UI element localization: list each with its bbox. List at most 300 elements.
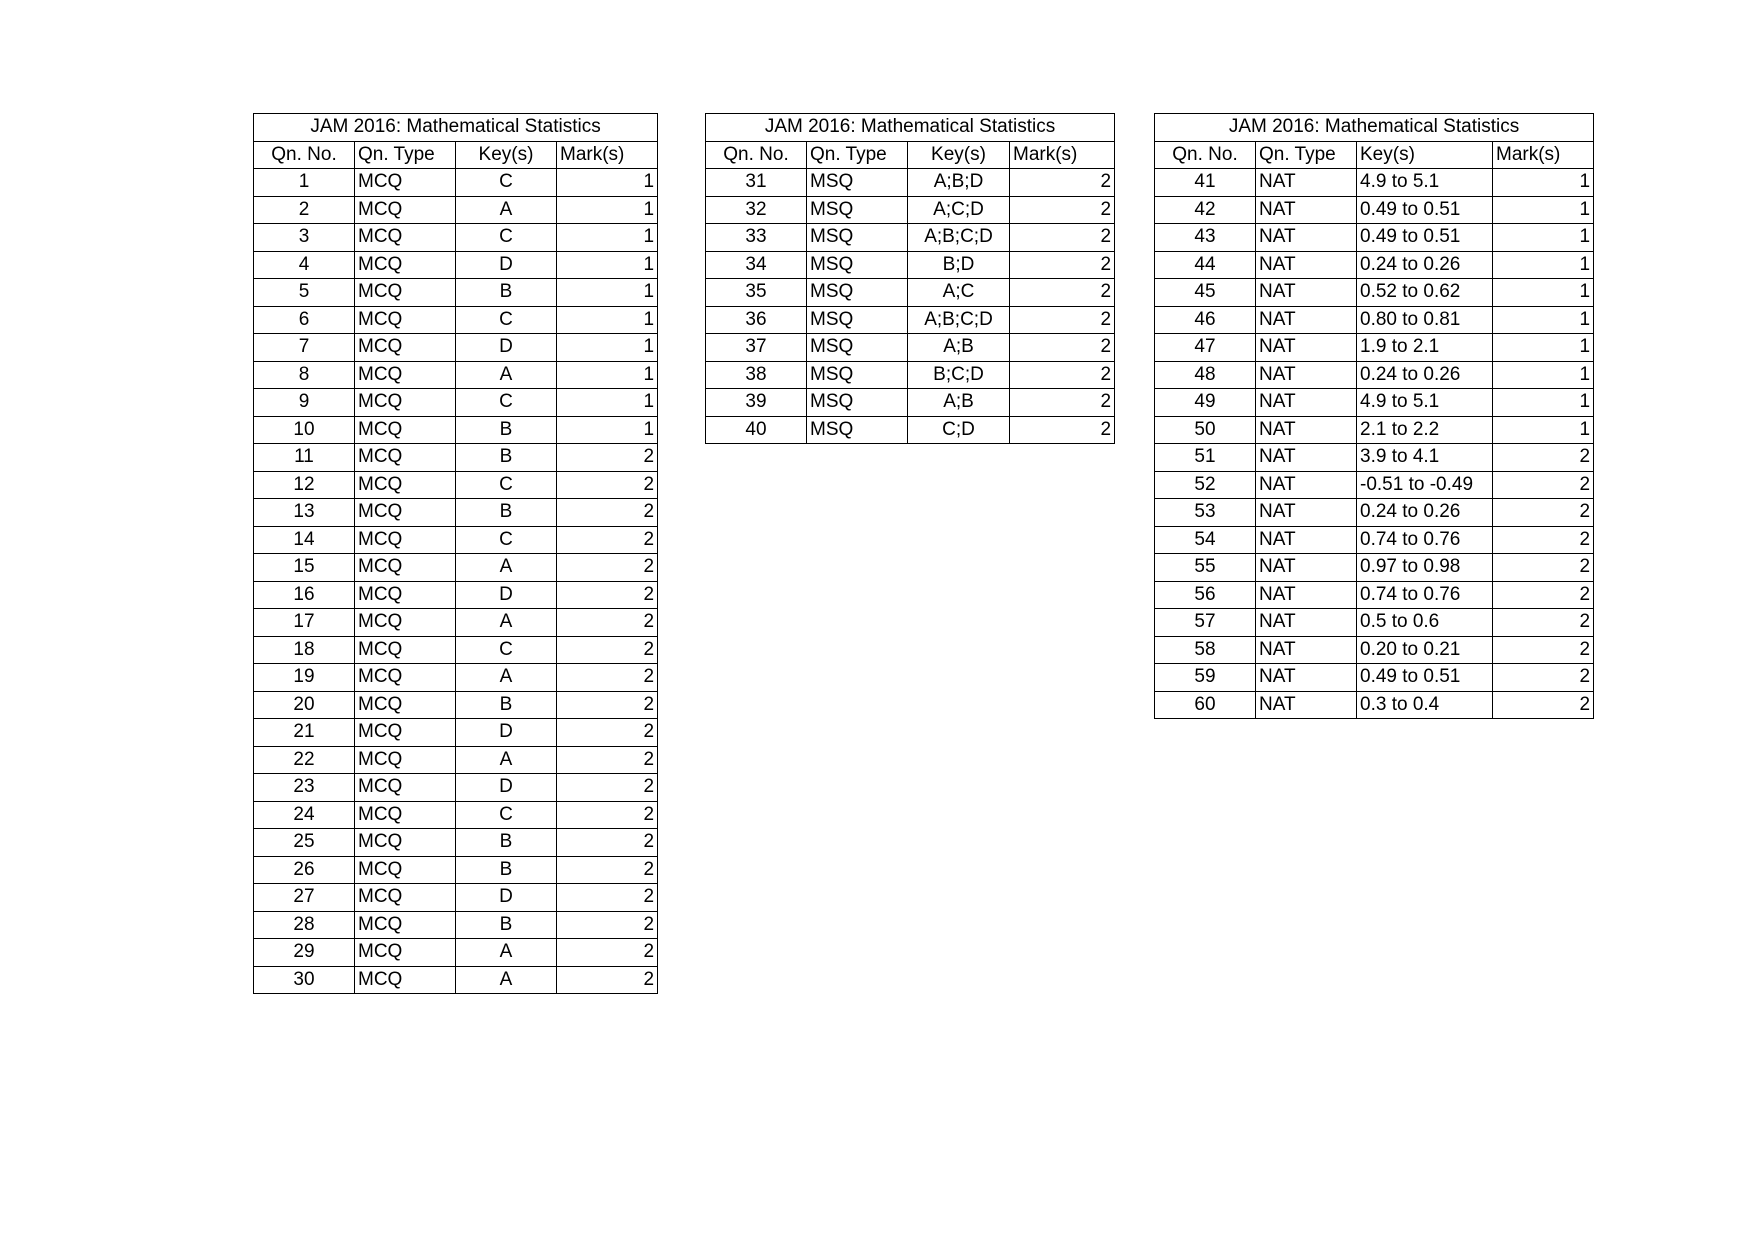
qn-type-cell: MCQ [355, 801, 456, 829]
key-cell: A;B [908, 334, 1010, 362]
qn-type-cell: MCQ [355, 911, 456, 939]
qn-no-cell: 31 [706, 169, 807, 197]
table-row [706, 251, 1115, 279]
mark-cell: 2 [557, 499, 658, 527]
mark-cell: 1 [557, 334, 658, 362]
qn-type-cell: MCQ [355, 609, 456, 637]
table-title: JAM 2016: Mathematical Statistics [254, 114, 658, 142]
mark-cell: 2 [557, 664, 658, 692]
key-cell: A [456, 939, 557, 967]
table-row [706, 306, 1115, 334]
table-title-row [706, 114, 1115, 142]
qn-type-cell: NAT [1256, 444, 1357, 472]
table-row [254, 224, 658, 252]
key-cell: A;C [908, 279, 1010, 307]
qn-no-cell: 7 [254, 334, 355, 362]
key-cell: D [456, 581, 557, 609]
qn-type-cell: MCQ [355, 691, 456, 719]
qn-type-cell: MCQ [355, 636, 456, 664]
key-cell: C [456, 389, 557, 417]
table-row [254, 196, 658, 224]
table-row [706, 196, 1115, 224]
qn-type-cell: NAT [1256, 499, 1357, 527]
key-cell: A [456, 554, 557, 582]
qn-type-cell: MSQ [807, 306, 908, 334]
qn-type-cell: NAT [1256, 196, 1357, 224]
table-title: JAM 2016: Mathematical Statistics [1155, 114, 1594, 142]
table-row [1155, 609, 1594, 637]
mark-cell: 2 [557, 829, 658, 857]
mark-cell: 2 [1493, 691, 1594, 719]
qn-type-cell: MCQ [355, 719, 456, 747]
qn-no-cell: 56 [1155, 581, 1256, 609]
mark-cell: 1 [1493, 389, 1594, 417]
qn-type-cell: MCQ [355, 746, 456, 774]
mark-cell: 2 [1493, 526, 1594, 554]
key-cell: B [456, 444, 557, 472]
qn-type-cell: NAT [1256, 636, 1357, 664]
key-cell: C [456, 636, 557, 664]
table-row [254, 856, 658, 884]
qn-no-cell: 20 [254, 691, 355, 719]
mark-cell: 1 [1493, 196, 1594, 224]
mark-cell: 2 [557, 911, 658, 939]
mark-cell: 2 [1010, 416, 1115, 444]
table-row [254, 306, 658, 334]
mark-cell: 2 [557, 444, 658, 472]
qn-no-cell: 11 [254, 444, 355, 472]
qn-no-cell: 12 [254, 471, 355, 499]
qn-no-cell: 35 [706, 279, 807, 307]
qn-type-cell: MCQ [355, 664, 456, 692]
table-row [254, 334, 658, 362]
header-keys: Key(s) [908, 141, 1010, 169]
qn-no-cell: 34 [706, 251, 807, 279]
key-cell: 0.49 to 0.51 [1357, 664, 1493, 692]
table-row [706, 416, 1115, 444]
table-header-row [706, 141, 1115, 169]
table-row [254, 581, 658, 609]
table-row [1155, 444, 1594, 472]
key-cell: A;C;D [908, 196, 1010, 224]
qn-type-cell: MCQ [355, 389, 456, 417]
mark-cell: 1 [1493, 169, 1594, 197]
table-row [254, 169, 658, 197]
qn-type-cell: MSQ [807, 416, 908, 444]
table-row [1155, 306, 1594, 334]
mark-cell: 1 [1493, 334, 1594, 362]
qn-type-cell: NAT [1256, 389, 1357, 417]
mark-cell: 2 [557, 636, 658, 664]
key-cell: B [456, 856, 557, 884]
qn-type-cell: MCQ [355, 939, 456, 967]
key-cell: 0.24 to 0.26 [1357, 251, 1493, 279]
key-cell: 1.9 to 2.1 [1357, 334, 1493, 362]
key-cell: A [456, 746, 557, 774]
qn-no-cell: 22 [254, 746, 355, 774]
mark-cell: 2 [557, 884, 658, 912]
key-cell: D [456, 719, 557, 747]
mark-cell: 1 [557, 361, 658, 389]
key-cell: C [456, 471, 557, 499]
table-row [1155, 691, 1594, 719]
qn-no-cell: 32 [706, 196, 807, 224]
key-cell: C [456, 801, 557, 829]
qn-no-cell: 23 [254, 774, 355, 802]
key-cell: D [456, 774, 557, 802]
qn-no-cell: 39 [706, 389, 807, 417]
key-cell: C [456, 526, 557, 554]
key-cell: B [456, 829, 557, 857]
qn-type-cell: NAT [1256, 471, 1357, 499]
qn-no-cell: 46 [1155, 306, 1256, 334]
key-cell: 2.1 to 2.2 [1357, 416, 1493, 444]
table-row [1155, 416, 1594, 444]
key-cell: B [456, 911, 557, 939]
mark-cell: 2 [1010, 389, 1115, 417]
qn-type-cell: MCQ [355, 884, 456, 912]
key-cell: A [456, 664, 557, 692]
qn-no-cell: 41 [1155, 169, 1256, 197]
key-cell: D [456, 251, 557, 279]
mark-cell: 2 [557, 939, 658, 967]
key-cell: 0.20 to 0.21 [1357, 636, 1493, 664]
table-row [1155, 554, 1594, 582]
table-row [254, 911, 658, 939]
qn-no-cell: 55 [1155, 554, 1256, 582]
mark-cell: 2 [557, 554, 658, 582]
qn-no-cell: 9 [254, 389, 355, 417]
qn-type-cell: NAT [1256, 169, 1357, 197]
table-row [706, 169, 1115, 197]
qn-no-cell: 25 [254, 829, 355, 857]
table-row [254, 251, 658, 279]
qn-type-cell: NAT [1256, 361, 1357, 389]
table-header-row [254, 141, 658, 169]
qn-type-cell: MCQ [355, 526, 456, 554]
qn-no-cell: 60 [1155, 691, 1256, 719]
qn-type-cell: MCQ [355, 444, 456, 472]
qn-no-cell: 47 [1155, 334, 1256, 362]
qn-no-cell: 15 [254, 554, 355, 582]
qn-type-cell: MCQ [355, 251, 456, 279]
qn-no-cell: 3 [254, 224, 355, 252]
mark-cell: 1 [1493, 416, 1594, 444]
key-cell: B [456, 279, 557, 307]
qn-type-cell: MCQ [355, 471, 456, 499]
qn-no-cell: 42 [1155, 196, 1256, 224]
key-cell: 0.97 to 0.98 [1357, 554, 1493, 582]
qn-type-cell: MCQ [355, 774, 456, 802]
qn-no-cell: 33 [706, 224, 807, 252]
mark-cell: 2 [557, 691, 658, 719]
mark-cell: 2 [557, 774, 658, 802]
table-row [1155, 196, 1594, 224]
table-row [254, 719, 658, 747]
key-cell: B [456, 499, 557, 527]
table-row [254, 471, 658, 499]
qn-no-cell: 16 [254, 581, 355, 609]
qn-type-cell: MCQ [355, 224, 456, 252]
table-row [254, 884, 658, 912]
qn-no-cell: 6 [254, 306, 355, 334]
mark-cell: 1 [557, 416, 658, 444]
qn-type-cell: MSQ [807, 251, 908, 279]
key-cell: A;B;D [908, 169, 1010, 197]
mark-cell: 2 [1493, 609, 1594, 637]
qn-no-cell: 53 [1155, 499, 1256, 527]
mark-cell: 1 [1493, 279, 1594, 307]
qn-no-cell: 21 [254, 719, 355, 747]
key-cell: A [456, 196, 557, 224]
qn-type-cell: MCQ [355, 581, 456, 609]
table-row [254, 636, 658, 664]
qn-type-cell: NAT [1256, 664, 1357, 692]
qn-no-cell: 2 [254, 196, 355, 224]
qn-type-cell: MCQ [355, 361, 456, 389]
header-keys: Key(s) [1357, 141, 1493, 169]
key-cell: C [456, 169, 557, 197]
key-cell: B;D [908, 251, 1010, 279]
qn-type-cell: MSQ [807, 169, 908, 197]
mark-cell: 2 [1010, 169, 1115, 197]
mark-cell: 2 [1493, 499, 1594, 527]
qn-no-cell: 59 [1155, 664, 1256, 692]
table-row [254, 966, 658, 994]
qn-no-cell: 38 [706, 361, 807, 389]
qn-no-cell: 10 [254, 416, 355, 444]
mark-cell: 1 [1493, 306, 1594, 334]
qn-no-cell: 40 [706, 416, 807, 444]
qn-type-cell: NAT [1256, 251, 1357, 279]
mark-cell: 1 [557, 389, 658, 417]
qn-no-cell: 14 [254, 526, 355, 554]
table-row [254, 801, 658, 829]
qn-no-cell: 29 [254, 939, 355, 967]
key-cell: 3.9 to 4.1 [1357, 444, 1493, 472]
qn-type-cell: NAT [1256, 581, 1357, 609]
key-cell: 0.80 to 0.81 [1357, 306, 1493, 334]
key-cell: C [456, 306, 557, 334]
header-qn-no: Qn. No. [1155, 141, 1256, 169]
mark-cell: 2 [557, 609, 658, 637]
key-cell: 0.5 to 0.6 [1357, 609, 1493, 637]
table-row [254, 361, 658, 389]
qn-type-cell: MSQ [807, 334, 908, 362]
mark-cell: 2 [1493, 664, 1594, 692]
mark-cell: 1 [1493, 361, 1594, 389]
qn-type-cell: NAT [1256, 609, 1357, 637]
table-row [1155, 636, 1594, 664]
qn-type-cell: MSQ [807, 279, 908, 307]
mark-cell: 2 [557, 719, 658, 747]
table-row [254, 416, 658, 444]
qn-type-cell: MCQ [355, 966, 456, 994]
table-row [254, 746, 658, 774]
qn-type-cell: MCQ [355, 499, 456, 527]
qn-no-cell: 1 [254, 169, 355, 197]
qn-type-cell: NAT [1256, 306, 1357, 334]
header-qn-type: Qn. Type [807, 141, 908, 169]
table-title-row [254, 114, 658, 142]
qn-no-cell: 8 [254, 361, 355, 389]
table-title-row [1155, 114, 1594, 142]
table-row [254, 939, 658, 967]
header-qn-type: Qn. Type [1256, 141, 1357, 169]
key-cell: B;C;D [908, 361, 1010, 389]
table-row [1155, 581, 1594, 609]
qn-type-cell: MCQ [355, 279, 456, 307]
mark-cell: 2 [557, 526, 658, 554]
qn-no-cell: 45 [1155, 279, 1256, 307]
key-cell: A;B [908, 389, 1010, 417]
table-row [254, 554, 658, 582]
qn-no-cell: 37 [706, 334, 807, 362]
qn-no-cell: 24 [254, 801, 355, 829]
qn-no-cell: 4 [254, 251, 355, 279]
table-row [1155, 499, 1594, 527]
header-qn-type: Qn. Type [355, 141, 456, 169]
qn-no-cell: 43 [1155, 224, 1256, 252]
qn-type-cell: MCQ [355, 856, 456, 884]
answer-key-table-nat [1154, 113, 1594, 719]
key-cell: 0.74 to 0.76 [1357, 526, 1493, 554]
table-row [1155, 526, 1594, 554]
qn-no-cell: 54 [1155, 526, 1256, 554]
table-row [1155, 279, 1594, 307]
key-cell: C [456, 224, 557, 252]
qn-no-cell: 28 [254, 911, 355, 939]
key-cell: -0.51 to -0.49 [1357, 471, 1493, 499]
table-row [1155, 471, 1594, 499]
mark-cell: 2 [557, 966, 658, 994]
key-cell: D [456, 334, 557, 362]
table-row [1155, 251, 1594, 279]
key-cell: 0.52 to 0.62 [1357, 279, 1493, 307]
mark-cell: 2 [557, 856, 658, 884]
mark-cell: 2 [1493, 471, 1594, 499]
qn-no-cell: 18 [254, 636, 355, 664]
key-cell: 0.24 to 0.26 [1357, 499, 1493, 527]
table-row [706, 279, 1115, 307]
table-row [254, 691, 658, 719]
key-cell: 0.49 to 0.51 [1357, 196, 1493, 224]
table-row [254, 526, 658, 554]
qn-type-cell: NAT [1256, 334, 1357, 362]
table-header-row [1155, 141, 1594, 169]
table-row [254, 664, 658, 692]
table-row [1155, 169, 1594, 197]
key-cell: A;B;C;D [908, 306, 1010, 334]
qn-type-cell: MSQ [807, 389, 908, 417]
key-cell: 0.24 to 0.26 [1357, 361, 1493, 389]
header-qn-no: Qn. No. [706, 141, 807, 169]
mark-cell: 2 [1010, 361, 1115, 389]
header-marks: Mark(s) [1010, 141, 1115, 169]
qn-no-cell: 51 [1155, 444, 1256, 472]
qn-no-cell: 27 [254, 884, 355, 912]
qn-type-cell: MSQ [807, 224, 908, 252]
qn-type-cell: NAT [1256, 691, 1357, 719]
mark-cell: 2 [1493, 636, 1594, 664]
qn-type-cell: MCQ [355, 554, 456, 582]
qn-no-cell: 57 [1155, 609, 1256, 637]
table-row [254, 279, 658, 307]
qn-no-cell: 58 [1155, 636, 1256, 664]
table-row [1155, 224, 1594, 252]
mark-cell: 2 [1010, 196, 1115, 224]
table-row [254, 829, 658, 857]
header-keys: Key(s) [456, 141, 557, 169]
qn-type-cell: MCQ [355, 196, 456, 224]
key-cell: 0.74 to 0.76 [1357, 581, 1493, 609]
table-row [1155, 334, 1594, 362]
qn-type-cell: MSQ [807, 361, 908, 389]
qn-no-cell: 5 [254, 279, 355, 307]
mark-cell: 2 [1493, 444, 1594, 472]
key-cell: 4.9 to 5.1 [1357, 389, 1493, 417]
qn-no-cell: 48 [1155, 361, 1256, 389]
mark-cell: 2 [1010, 306, 1115, 334]
key-cell: A [456, 609, 557, 637]
qn-no-cell: 44 [1155, 251, 1256, 279]
qn-type-cell: NAT [1256, 416, 1357, 444]
answer-key-table-mcq [253, 113, 658, 994]
key-cell: A [456, 361, 557, 389]
mark-cell: 1 [1493, 224, 1594, 252]
key-cell: 0.3 to 0.4 [1357, 691, 1493, 719]
table-row [1155, 361, 1594, 389]
table-row [706, 334, 1115, 362]
key-cell: B [456, 691, 557, 719]
table-row [1155, 664, 1594, 692]
table-title: JAM 2016: Mathematical Statistics [706, 114, 1115, 142]
qn-no-cell: 36 [706, 306, 807, 334]
mark-cell: 2 [557, 471, 658, 499]
mark-cell: 2 [1493, 581, 1594, 609]
header-marks: Mark(s) [1493, 141, 1594, 169]
answer-key-table-msq [705, 113, 1115, 444]
qn-no-cell: 52 [1155, 471, 1256, 499]
key-cell: D [456, 884, 557, 912]
mark-cell: 1 [557, 169, 658, 197]
table-row [254, 499, 658, 527]
mark-cell: 2 [1010, 279, 1115, 307]
qn-no-cell: 30 [254, 966, 355, 994]
key-cell: B [456, 416, 557, 444]
table-row [706, 361, 1115, 389]
qn-type-cell: NAT [1256, 554, 1357, 582]
table-row [706, 224, 1115, 252]
qn-type-cell: MCQ [355, 334, 456, 362]
qn-no-cell: 19 [254, 664, 355, 692]
key-cell: 0.49 to 0.51 [1357, 224, 1493, 252]
table-row [1155, 389, 1594, 417]
key-cell: 4.9 to 5.1 [1357, 169, 1493, 197]
header-qn-no: Qn. No. [254, 141, 355, 169]
mark-cell: 2 [557, 581, 658, 609]
mark-cell: 1 [1493, 251, 1594, 279]
qn-type-cell: MCQ [355, 829, 456, 857]
qn-no-cell: 13 [254, 499, 355, 527]
mark-cell: 2 [1010, 224, 1115, 252]
mark-cell: 2 [557, 746, 658, 774]
qn-no-cell: 50 [1155, 416, 1256, 444]
qn-type-cell: MSQ [807, 196, 908, 224]
mark-cell: 2 [1493, 554, 1594, 582]
qn-type-cell: MCQ [355, 169, 456, 197]
qn-no-cell: 49 [1155, 389, 1256, 417]
